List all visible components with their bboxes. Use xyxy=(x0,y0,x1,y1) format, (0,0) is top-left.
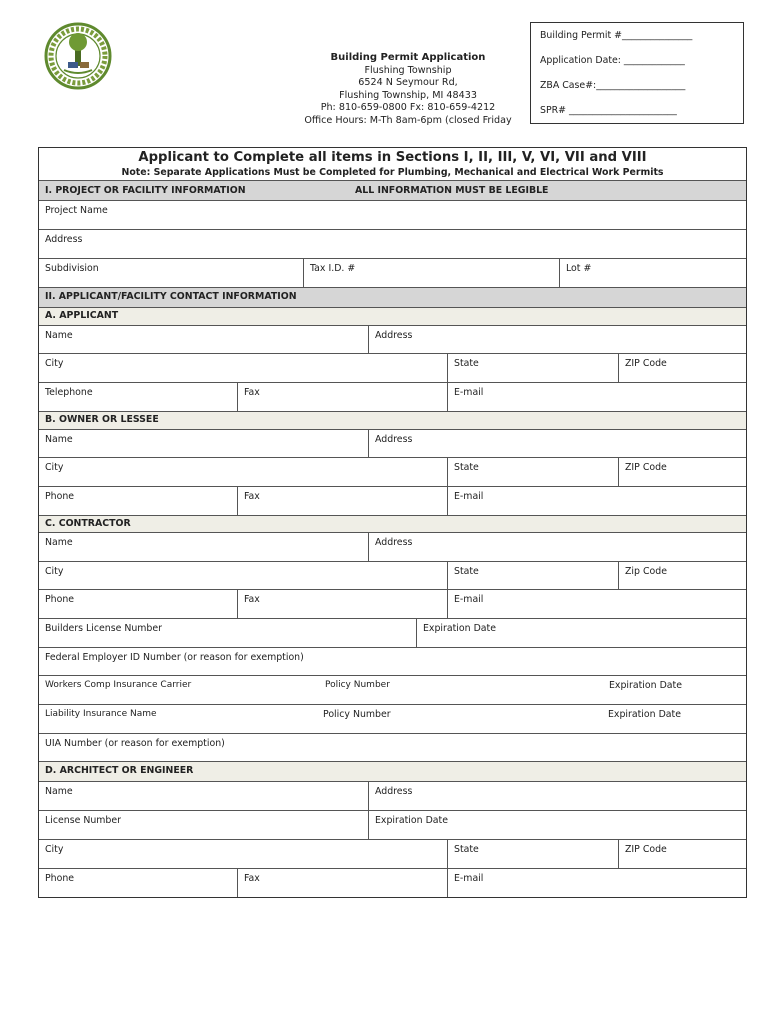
contractor-city-field[interactable]: City xyxy=(45,566,64,577)
applicant-zip-field[interactable]: ZIP Code xyxy=(618,354,746,382)
header-line: 6524 N Seymour Rd, xyxy=(358,77,458,89)
section-1-header xyxy=(39,180,746,201)
owner-zip-field[interactable]: ZIP Code xyxy=(618,458,746,486)
zba-case-field[interactable]: ZBA Case#:___________________ xyxy=(540,80,686,91)
application-form xyxy=(38,147,747,898)
liability-policy-field[interactable]: Policy Number xyxy=(323,709,391,720)
owner-name-field[interactable]: Name xyxy=(45,434,73,445)
applicant-header xyxy=(39,308,746,326)
project-address-field[interactable]: Address xyxy=(45,234,83,245)
applicant-city-row xyxy=(39,354,746,383)
applicant-name-row xyxy=(39,326,746,354)
form-heading: Building Permit Application xyxy=(330,52,486,63)
contractor-email-field[interactable]: E-mail xyxy=(447,590,746,618)
wc-policy-field[interactable]: Policy Number xyxy=(325,680,390,690)
architect-zip-field[interactable]: ZIP Code xyxy=(618,840,746,868)
owner-name-row xyxy=(39,430,746,458)
contractor-header xyxy=(39,516,746,533)
contractor-name-row xyxy=(39,533,746,562)
architect-header xyxy=(39,762,746,782)
architect-label: D. ARCHITECT OR ENGINEER xyxy=(45,765,194,776)
contractor-phone-field[interactable]: Phone xyxy=(45,594,75,605)
form-title: Applicant to Complete all items in Sections I, II, III, V, VI, VII and VIII xyxy=(138,150,647,165)
tax-id-field[interactable]: Tax I.D. # xyxy=(303,259,559,287)
contractor-fax-field[interactable]: Fax xyxy=(237,590,447,618)
applicant-fax-field[interactable]: Fax xyxy=(237,383,447,411)
project-address-row[interactable] xyxy=(39,230,746,259)
contractor-phone-row xyxy=(39,590,746,619)
architect-fax-field[interactable]: Fax xyxy=(237,869,447,897)
applicant-email-field[interactable]: E-mail xyxy=(447,383,746,411)
form-title-row xyxy=(39,148,746,167)
liability-expiration-field[interactable]: Expiration Date xyxy=(608,709,681,720)
architect-city-row xyxy=(39,840,746,869)
section-2-label: II. APPLICANT/FACILITY CONTACT INFORMATION xyxy=(45,291,297,302)
subdivision-row xyxy=(39,259,746,288)
workers-comp-row xyxy=(39,676,746,705)
section-2-header xyxy=(39,288,746,308)
builders-license-field[interactable]: Builders License Number xyxy=(45,623,163,634)
owner-header xyxy=(39,412,746,430)
legibility-note: ALL INFORMATION MUST BE LEGIBLE xyxy=(355,185,549,196)
architect-address-field[interactable]: Address xyxy=(368,782,746,810)
license-expiration-field[interactable]: Expiration Date xyxy=(416,619,746,647)
form-note: Note: Separate Applications Must be Completed for Plumbing, Mechanical and Electrical Work Permits xyxy=(121,167,664,178)
project-name-row[interactable] xyxy=(39,201,746,230)
architect-name-field[interactable]: Name xyxy=(45,786,73,797)
header-line: Flushing Township xyxy=(364,64,452,76)
owner-state-field[interactable]: State xyxy=(447,458,618,486)
applicant-name-field[interactable]: Name xyxy=(45,330,73,341)
owner-phone-row xyxy=(39,487,746,516)
spr-field[interactable]: SPR# _______________________ xyxy=(540,105,677,116)
owner-city-row xyxy=(39,458,746,487)
contractor-zip-field[interactable]: Zip Code xyxy=(618,562,746,589)
contractor-label: C. CONTRACTOR xyxy=(45,518,131,529)
contractor-name-field[interactable]: Name xyxy=(45,537,73,548)
workers-comp-field[interactable]: Workers Comp Insurance Carrier xyxy=(45,680,192,690)
application-date-field[interactable]: Application Date: _____________ xyxy=(540,55,685,66)
project-name-field[interactable]: Project Name xyxy=(45,205,108,216)
architect-phone-field[interactable]: Phone xyxy=(45,873,75,884)
applicant-state-field[interactable]: State xyxy=(447,354,618,382)
liability-row xyxy=(39,705,746,734)
applicant-city-field[interactable]: City xyxy=(45,358,64,369)
owner-fax-field[interactable]: Fax xyxy=(237,487,447,515)
applicant-telephone-field[interactable]: Telephone xyxy=(45,387,93,398)
applicant-address-field[interactable]: Address xyxy=(368,326,746,353)
fein-row[interactable] xyxy=(39,648,746,676)
architect-name-row xyxy=(39,782,746,811)
note-row xyxy=(39,167,746,180)
subdivision-field[interactable]: Subdivision xyxy=(45,263,99,274)
architect-license-field[interactable]: License Number xyxy=(45,815,121,826)
architect-expiration-field[interactable]: Expiration Date xyxy=(368,811,746,839)
uia-field[interactable]: UIA Number (or reason for exemption) xyxy=(45,738,225,749)
liability-name-field[interactable]: Liability Insurance Name xyxy=(45,709,157,719)
header-block xyxy=(280,52,536,128)
contractor-address-field[interactable]: Address xyxy=(368,533,746,561)
header-line: Office Hours: M-Th 8am-6pm (closed Friday xyxy=(304,114,512,126)
building-permit-field[interactable]: Building Permit #_______________ xyxy=(540,30,693,41)
township-seal-logo xyxy=(44,22,112,90)
section-1-label: I. PROJECT OR FACILITY INFORMATION xyxy=(45,185,246,196)
office-use-box xyxy=(530,22,744,124)
applicant-phone-row xyxy=(39,383,746,412)
uia-row[interactable] xyxy=(39,734,746,762)
header-line: Flushing Township, MI 48433 xyxy=(339,89,477,101)
wc-expiration-field[interactable]: Expiration Date xyxy=(609,680,682,691)
fein-field[interactable]: Federal Employer ID Number (or reason for exemption) xyxy=(45,652,304,663)
architect-state-field[interactable]: State xyxy=(447,840,618,868)
contractor-state-field[interactable]: State xyxy=(447,562,618,589)
owner-label: B. OWNER OR LESSEE xyxy=(45,414,159,425)
architect-license-row xyxy=(39,811,746,840)
owner-address-field[interactable]: Address xyxy=(368,430,746,457)
builders-license-row xyxy=(39,619,746,648)
owner-email-field[interactable]: E-mail xyxy=(447,487,746,515)
owner-city-field[interactable]: City xyxy=(45,462,64,473)
contractor-city-row xyxy=(39,562,746,590)
lot-field[interactable]: Lot # xyxy=(559,259,746,287)
owner-phone-field[interactable]: Phone xyxy=(45,491,75,502)
header-line: Ph: 810-659-0800 Fx: 810-659-4212 xyxy=(320,102,496,114)
architect-city-field[interactable]: City xyxy=(45,844,64,855)
architect-email-field[interactable]: E-mail xyxy=(447,869,746,897)
architect-phone-row xyxy=(39,869,746,897)
applicant-label: A. APPLICANT xyxy=(45,310,119,321)
